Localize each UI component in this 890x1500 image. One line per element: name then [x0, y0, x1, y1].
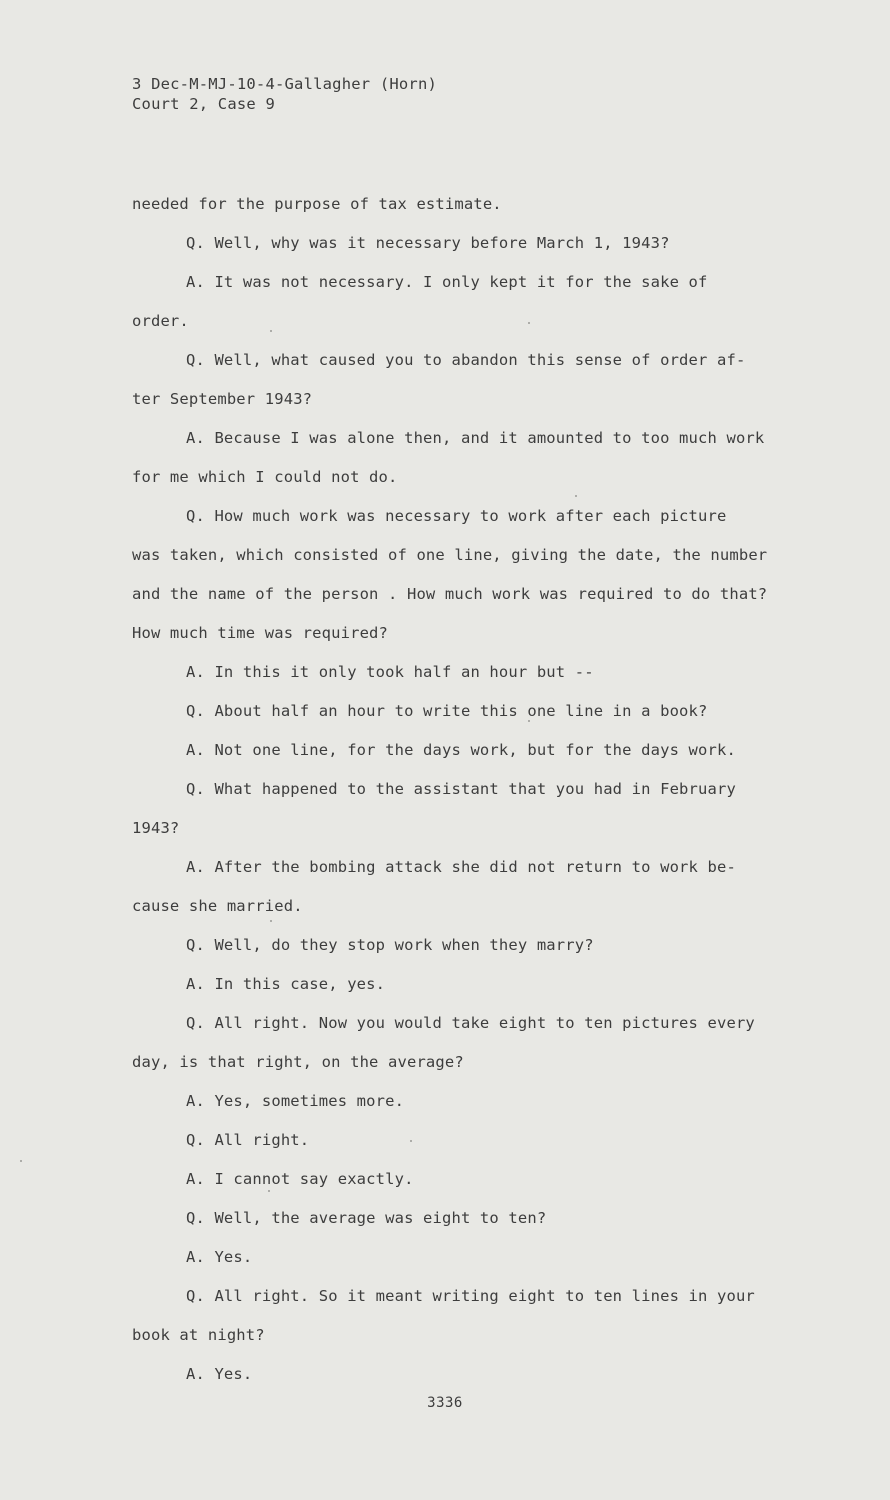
transcript-line: A. I cannot say exactly. [186, 1170, 414, 1188]
transcript-line: Q. Well, what caused you to abandon this sense of order af- [186, 351, 746, 369]
transcript-line: A. Not one line, for the days work, but for the days work. [186, 741, 736, 759]
transcript-line: Q. Well, why was it necessary before March 1, 1943? [186, 234, 670, 252]
transcript-line: A. In this case, yes. [186, 975, 386, 993]
transcript-line: A. Because I was alone then, and it amounted to too much work [186, 429, 765, 447]
transcript-line: A. After the bombing attack she did not return to work be- [186, 858, 736, 876]
transcript-body [132, 185, 792, 1394]
transcript-line: day, is that right, on the average? [132, 1053, 464, 1071]
transcript-line: book at night? [132, 1326, 265, 1344]
transcript-line: A. Yes. [186, 1248, 253, 1266]
page-number: 3336 [427, 1395, 463, 1411]
transcript-line: order. [132, 312, 189, 330]
paper-speck [20, 1160, 22, 1162]
transcript-line: needed for the purpose of tax estimate. [132, 195, 502, 213]
transcript-line: Q. How much work was necessary to work after each picture [186, 507, 727, 525]
paper-speck [268, 1190, 270, 1192]
transcript-line: How much time was required? [132, 624, 389, 642]
transcript-line: A. It was not necessary. I only kept it for the sake of [186, 273, 708, 291]
transcript-line: for me which I could not do. [132, 468, 398, 486]
paper-speck [270, 330, 272, 332]
transcript-line: cause she married. [132, 897, 303, 915]
document-header [132, 74, 437, 114]
paper-speck [528, 322, 530, 324]
transcript-line: Q. All right. So it meant writing eight to ten lines in your [186, 1287, 755, 1305]
paper-speck [270, 920, 272, 922]
transcript-line: ter September 1943? [132, 390, 313, 408]
transcript-line: Q. Well, the average was eight to ten? [186, 1209, 547, 1227]
header-reference-line: 3 Dec-M-MJ-10-4-Gallagher (Horn) [132, 75, 438, 93]
header-court-line: Court 2, Case 9 [132, 95, 275, 113]
transcript-line: Q. All right. Now you would take eight to ten pictures every [186, 1014, 755, 1032]
transcript-line: was taken, which consisted of one line, giving the date, the number [132, 546, 768, 564]
transcript-line: and the name of the person . How much work was required to do that? [132, 585, 768, 603]
transcript-line: A. Yes. [186, 1365, 253, 1383]
paper-speck [575, 495, 577, 497]
paper-speck [528, 720, 530, 722]
transcript-line: Q. About half an hour to write this one line in a book? [186, 702, 708, 720]
transcript-line: Q. All right. [186, 1131, 310, 1149]
transcript-line: A. In this it only took half an hour but -- [186, 663, 594, 681]
transcript-line: Q. Well, do they stop work when they marry? [186, 936, 594, 954]
paper-speck [410, 1140, 412, 1142]
transcript-line: 1943? [132, 819, 180, 837]
transcript-line: A. Yes, sometimes more. [186, 1092, 405, 1110]
transcript-line: Q. What happened to the assistant that you had in February [186, 780, 736, 798]
